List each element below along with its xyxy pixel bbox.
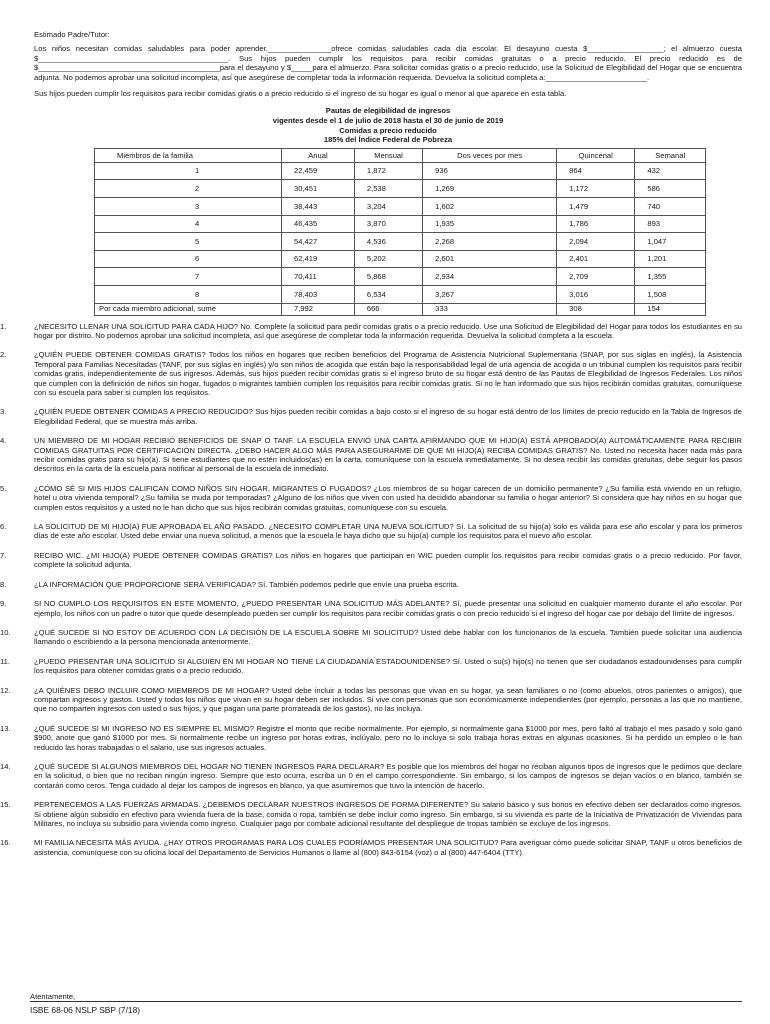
table-row [95,268,706,286]
income-cell: 893 [635,215,706,233]
income-cell: 1,786 [557,215,635,233]
faq-item [0,350,742,397]
table-row [95,233,706,251]
faq-number: 4. [0,436,7,446]
income-cell: 62,419 [282,250,355,268]
faq-number: 7. [0,550,7,560]
faq-list [0,321,742,858]
faq-text: ¿QUIÉN PUEDE OBTENER COMIDAS GRATIS? Todos los niños en hogares que reciben beneficios del Programa de Asistencia Nutricional Suplementaria (SNAP, por sus siglas en inglés), la Asistencia Temporal para Familias Necesitadas (TANF, por sus siglas en inglés) y/o son niños de acogida que están bajo la responsabilidad legal de una agencia de acogida o un tribunal cumplen los requisitos para recibir comidas gratis, independientemente de sus ingresos. Además, sus hijos pueden recibir comidas gratis si el ingreso bruto de su hogar está dentro de las Pautas de Elegibilidad de Ingresos Federales. Los niños que cumplen con la definición de niños sin hogar, fugados o migrantes también cumplen los requisitos para recibir comidas gratis. Si no le han informado que sus hijos recibirán comidas gratuitas, comuníquese con su escuela para saber si cumplen los requisitos. [34,350,742,397]
income-cell: 2,268 [423,233,557,251]
faq-number: 2. [0,350,7,360]
faq-item [0,321,742,341]
table-title-line: 185% del Índice Federal de Pobreza [323,135,453,145]
column-header: Semanal [635,148,706,162]
income-cell: 2,401 [557,250,635,268]
income-cell: 2,538 [354,180,422,198]
letter-body [0,30,742,857]
income-cell: 70,411 [282,268,355,286]
income-cell: 2,601 [423,250,557,268]
faq-item [0,656,742,676]
income-cell: 333 [423,303,557,315]
income-cell: 4,536 [354,233,422,251]
faq-item [0,522,742,541]
income-cell: 936 [423,162,557,180]
faq-number: 5. [0,483,7,493]
table-row [95,180,706,198]
table-title [34,106,742,144]
income-cell: 1,355 [635,268,706,286]
faq-text: LA SOLICITUD DE MI HIJO(A) FUE APROBADA EL AÑO PASADO. ¿NECESITO COMPLETAR UNA NUEVA SOLICITUD? Sí. La solicitud de su hijo(a) solo es válida para ese año escolar y para los primeros días de este año escolar. Usted debe enviar una nueva solicitud, a menos que la escuela le haya dicho que su hijo(a) cumple los requisitos para el nuevo año escolar. [34,522,742,541]
income-cell: 1,602 [423,198,557,216]
column-header: Dos veces por mes [423,148,557,162]
table-row [95,198,706,216]
income-cell: 586 [635,180,706,198]
household-size-cell: 8 [95,285,282,303]
faq-number: 13. [0,723,11,733]
faq-item [0,599,742,618]
income-cell: 864 [557,162,635,180]
faq-number: 9. [0,599,7,609]
faq-text: ¿PUEDO PRESENTAR UNA SOLICITUD SI ALGUIEN EN MI HOGAR NO TIENE LA CIUDADANÍA ESTADOUNIDENSE? Sí. Usted o su(s) hijo(s) no tienen que ser ciudadanos estadounidenses para cumplir los requisitos para obtener comidas gratis o a precio reducido. [34,656,742,676]
table-title-line: vigentes desde el 1 de julio de 2018 hasta el 30 de junio de 2019 [272,116,504,126]
income-cell: 5,202 [354,250,422,268]
faq-number: 10. [0,627,11,637]
faq-text: ¿QUIÉN PUEDE OBTENER COMIDAS A PRECIO REDUCIDO? Sus hijos pueden recibir comidas a bajo costo si el ingreso de su hogar está dentro de los límites de precio reducido en la Tabla de Ingresos de Elegibilidad Federal, que se muestra más arriba. [34,407,742,426]
income-cell: 3,204 [354,198,422,216]
faq-text: ¿NECESITO LLENAR UNA SOLICITUD PARA CADA HIJO? No. Complete la solicitud para pedir comidas gratis o a precio reducido. Use una Solicitud de Elegibilidad del Hogar para todos los estudiantes en su hogar por distrito. No podemos aprobar una solicitud incompleta, así que asegúrese de completar toda la información requerida. Devuelva la solicitud completa a la escuela. [34,321,742,340]
income-cell: 1,479 [557,198,635,216]
income-cell: 1,269 [423,180,557,198]
table-title-line: Comidas a precio reducido [339,125,437,135]
income-cell: 1,172 [557,180,635,198]
income-eligibility-table [94,148,706,316]
household-size-cell: 4 [95,215,282,233]
income-cell: 22,459 [282,162,355,180]
income-cell: 1,508 [635,285,706,303]
household-size-cell: 5 [95,233,282,251]
income-cell: 3,870 [354,215,422,233]
column-header: Miembros de la familia [95,148,282,162]
column-header: Quincenal [557,148,635,162]
faq-item [0,627,742,647]
additional-member-label: Por cada miembro adicional, sume [95,303,282,315]
household-size-cell: 1 [95,162,282,180]
faq-item [0,723,742,752]
table-row [95,162,706,180]
faq-number: 12. [0,685,11,695]
faq-text: RECIBO WIC. ¿MI HIJO(A) PUEDE OBTENER COMIDAS GRATIS? Los niños en hogares que participan en WIC pueden cumplir los requisitos para recibir comidas gratis o a precio reducido. Por favor, complete la solicitud adjunta. [34,550,742,570]
faq-text: PERTENECEMOS A LAS FUERZAS ARMADAS. ¿DEBEMOS DECLARAR NUESTROS INGRESOS DE FORMA DIFERENTE? Su salario básico y sus bonos en efectivo deben ser declarados como ingresos. Si obtiene algún subsidio en efectivo para vivienda fuera de la base, comida o ropa, también se debe incluir como ingreso. Sin embargo, si su vivienda es parte de la Iniciativa de Privatización de Viviendas para Militares, no incluya su subsidio para vivienda como ingreso. Cualquier pago por combate adicional resultante del despliegue de tropas también se excluye de los ingresos. [34,800,742,828]
form-code: ISBE 68-06 NSLP SBP (7/18) [30,1005,141,1015]
faq-text: ¿A QUIÉNES DEBO INCLUIR COMO MIEMBROS DE MI HOGAR? Usted debe incluir a todas las personas que vivan en su hogar, ya sean familiares o no (como abuelos, otros parientes o amigos), que compartan ingresos y gastos. Usted y todos los niños que vivan en su hogar deben ser incluidos. Si vive con personas que son económicamente independientes (por ejemplo, personas a las que no mantiene, que no comparten ingresos con usted o sus hijos, y que pagan una parte prorrateada de los gastos), no las incluya. [34,685,742,714]
faq-text: ¿LA INFORMACIÓN QUE PROPORCIONE SERÁ VERIFICADA? Sí. También podemos pedirle que envíe una prueba escrita. [34,579,459,589]
income-cell: 154 [635,303,706,315]
income-cell: 2,934 [423,268,557,286]
faq-item [0,838,742,857]
income-cell: 30,451 [282,180,355,198]
income-cell: 7,992 [282,303,355,315]
faq-item [0,685,742,714]
faq-number: 1. [0,321,7,331]
income-cell: 1,872 [354,162,422,180]
table-title-line: Pautas de elegibilidad de ingresos [325,106,451,116]
income-cell: 2,094 [557,233,635,251]
income-cell: 1,201 [635,250,706,268]
income-cell: 1,935 [423,215,557,233]
faq-text: MI FAMILIA NECESITA MÁS AYUDA. ¿HAY OTROS PROGRAMAS PARA LOS CUALES PODRÍAMOS PRESENTAR UNA SOLICITUD? Para averiguar cómo puede solicitar SNAP, TANF u otros beneficios de asistencia, comuníquese con su oficina local del Departamento de Servicios Humanos o llame al (800) 843-6154 (voz) o al (800) 447-6404 (TTY). [34,838,742,857]
faq-number: 6. [0,522,7,532]
faq-number: 15. [0,800,11,810]
income-cell: 308 [557,303,635,315]
faq-item [0,483,742,512]
faq-number: 14. [0,761,11,771]
table-header-row [95,148,706,162]
household-size-cell: 3 [95,198,282,216]
income-cell: 1,047 [635,233,706,251]
household-size-cell: 2 [95,180,282,198]
table-row-additional [95,303,706,315]
income-cell: 432 [635,162,706,180]
household-size-cell: 6 [95,250,282,268]
column-header: Mensual [354,148,422,162]
income-cell: 3,267 [423,285,557,303]
faq-number: 3. [0,407,7,417]
faq-text: UN MIEMBRO DE MI HOGAR RECIBIÓ BENEFICIOS DE SNAP O TANF. LA ESCUELA ENVIÓ UNA CARTA AFIRMANDO QUE MI HIJO(A) ESTÁ APROBADO(A) AUTOMÁTICAMENTE PARA RECIBIR COMIDAS GRATUITAS POR CERTIFICACIÓN DIRECTA. ¿DEBO HACER ALGO MÁS PARA ASEGURARME DE QUE MI HIJO(A) RECIBA COMIDAS GRATIS? No. Usted no necesita hacer nada más para recibir comidas gratis para su hijo(a). Si tiene estudiantes que no estén incluidos(as) en la carta, comuníquese con la escuela inmediatamente. Si no desea recibir las comidas gratuitas, debe seguir los pasos descritos en la carta de la escuela para notificar al personal de la escuela de inmediato. [34,436,742,474]
faq-item [0,761,742,790]
income-cell: 740 [635,198,706,216]
faq-item [0,550,742,570]
income-cell: 78,403 [282,285,355,303]
faq-number: 8. [0,579,7,589]
income-cell: 2,709 [557,268,635,286]
income-cell: 5,868 [354,268,422,286]
income-cell: 3,016 [557,285,635,303]
faq-text: ¿QUÉ SUCEDE SI MI INGRESO NO ES SIEMPRE EL MISMO? Registre el monto que recibe normalmente. Por ejemplo, si normalmente gana $1000 por mes, pero faltó al trabajo el mes pasado y solo ganó $900, anote que ganó $1000 por mes. Si normalmente recibe un ingreso por horas extras, inclúyalo, pero no lo incluya si solo trabaja horas extras en algunas ocasiones. Si ha perdido un empleo o le han reducido las horas trabajadas o el salario, use sus ingresos actuales. [34,723,742,752]
faq-number: 16. [0,838,11,848]
income-cell: 54,427 [282,233,355,251]
table-row [95,250,706,268]
faq-item [0,800,742,828]
income-cell: 666 [354,303,422,315]
footer-divider [30,1001,742,1002]
intro-paragraph: Los niños necesitan comidas saludables para poder aprender._______________ofrece comidas saludables cada día escolar. El desayuno cuesta $__________________; el almuerzo cuesta $_____________________________________________. Sus hijos pueden cumplir los requisitos para recibir comidas gratuitas o a precio reducido. El precio reducido es de $___________________________________________para el desayuno y $_____para el almuerzo. Para solicitar comidas gratis o a precio reducido, use la Solicitud de Elegibilidad del Hogar que se encuentra adjunta. No podemos aprobar una solicitud incompleta, así que asegúrese de completar toda la información requerida. Devuelva la solicitud completa a:________________________. [34,44,742,82]
column-header: Anual [282,148,355,162]
income-cell: 6,534 [354,285,422,303]
table-row [95,285,706,303]
faq-number: 11. [0,656,10,666]
household-size-cell: 7 [95,268,282,286]
eligibility-note: Sus hijos pueden cumplir los requisitos para recibir comidas gratis o a precio reducido si el ingreso de su hogar es igual o menor al que aparece en esta tabla. [34,89,567,99]
income-cell: 38,443 [282,198,355,216]
faq-item [0,407,742,426]
faq-item [0,579,742,589]
faq-text: ¿QUÉ SUCEDE SI NO ESTOY DE ACUERDO CON LA DECISIÓN DE LA ESCUELA SOBRE MI SOLICITUD? Usted debe hablar con los funcionarios de la escuela. También puede solicitar una audiencia llamando o escribiendo a la persona mencionada anteriormente. [34,627,742,647]
sign-off: Atentamente, [30,992,76,1001]
table-row [95,215,706,233]
faq-item [0,436,742,474]
faq-text: ¿QUÉ SUCEDE SI ALGUNOS MIEMBROS DEL HOGAR NO TIENEN INGRESOS PARA DECLARAR? Es posible que los miembros del hogar no reciban algunos tipos de ingresos que le pedimos que declare en la solicitud, o bien que no reciban ningún ingreso. Siempre que esto ocurra, escriba un 0 en el campo correspondiente. Sin embargo, si los campos de ingresos se dejan vacíos o en blanco, también se contarán como ceros. Tenga cuidado al dejar los campos de ingresos en blanco, ya que asumiremos que tuvo la intención de hacerlo. [34,761,742,790]
greeting: Estimado Padre/Tutor: [34,30,110,39]
income-cell: 46,435 [282,215,355,233]
faq-text: ¿CÓMO SÉ SI MIS HIJOS CALIFICAN COMO NIÑOS SIN HOGAR, MIGRANTES O FUGADOS? ¿Los miembros de su hogar carecen de un domicilio permanente? ¿Su familia está viviendo en un refugio, hotel u otra vivienda temporal? ¿Su familia se muda por temporadas? ¿Alguno de los niños que viven con usted ha decidido abandonar su familia o hogar anterior? Si considera que hay niños en su hogar que cumplen estos requisitos y a usted no le han dicho que sus hijos recibirán comidas gratuitas, comuníquese con su escuela. [34,483,742,512]
faq-text: SI NO CUMPLO LOS REQUISITOS EN ESTE MOMENTO, ¿PUEDO PRESENTAR UNA SOLICITUD MÁS ADELANTE? Sí, puede presentar una solicitud en cualquier momento durante el año escolar. Por ejemplo, los niños con un padre o tutor que quede desempleado pueden ser cumplir los requisitos para recibir comidas gratis o con precio reducido si el ingreso del hogar cae por debajo del límite de ingresos. [34,599,742,618]
